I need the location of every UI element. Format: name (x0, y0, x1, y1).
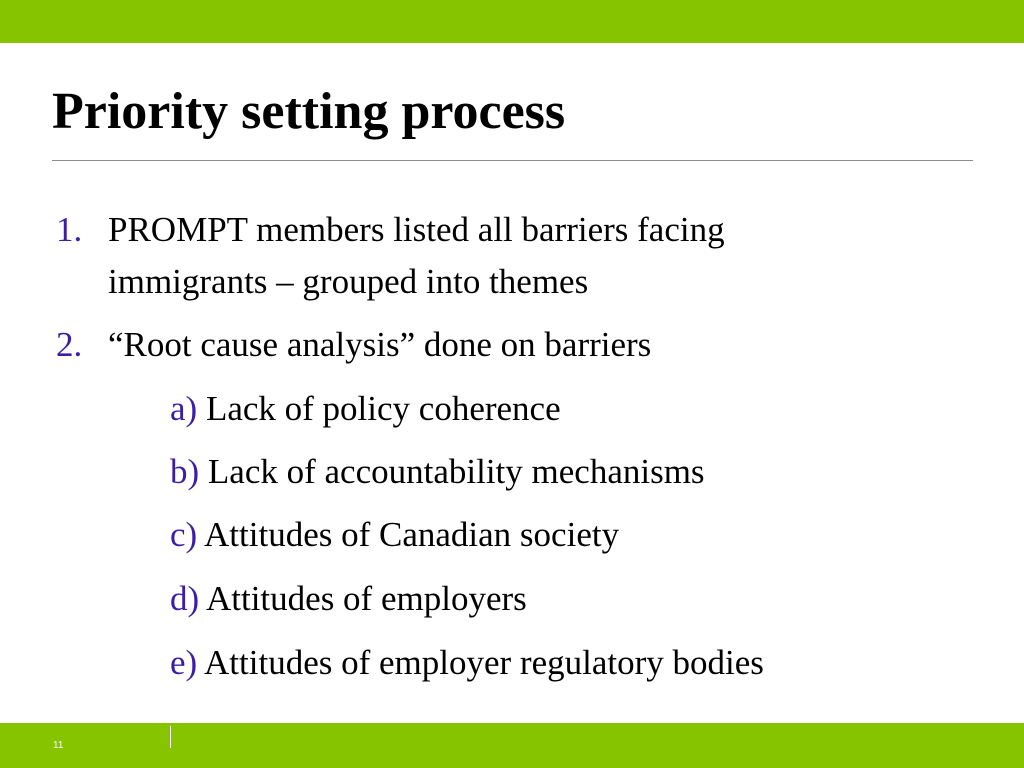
sub-item-text: Attitudes of employers (205, 579, 527, 618)
sub-item-marker: c) (170, 515, 198, 554)
list-item-line: “Root cause analysis” done on barriers (108, 325, 652, 364)
bottom-accent-bar (0, 723, 1024, 768)
top-accent-bar (0, 0, 1024, 43)
sub-item-marker: d) (170, 579, 200, 618)
sub-item-text: Attitudes of employer regulatory bodies (204, 643, 764, 682)
sub-item-b (170, 454, 705, 489)
sub-item-e (170, 645, 764, 680)
sub-item-marker: b) (170, 452, 200, 491)
sub-item-marker: a) (170, 389, 198, 428)
footer-divider (170, 726, 171, 748)
sub-item-text: Lack of accountability mechanisms (207, 452, 705, 491)
slide-title: Priority setting process (52, 83, 566, 140)
sub-item-a (170, 391, 561, 426)
sub-item-text: Lack of policy coherence (205, 389, 561, 428)
list-item-line: PROMPT members listed all barriers facing (108, 210, 725, 249)
sub-item-text: Attitudes of Canadian society (204, 515, 620, 554)
title-divider (52, 160, 973, 161)
sub-item-c (170, 517, 619, 552)
list-number: 1. (56, 210, 83, 249)
slide-number: 11 (53, 740, 64, 751)
list-number: 2. (56, 325, 83, 364)
sub-item-marker: e) (170, 643, 198, 682)
sub-item-d (170, 581, 527, 616)
list-item-line: immigrants – grouped into themes (108, 262, 589, 301)
